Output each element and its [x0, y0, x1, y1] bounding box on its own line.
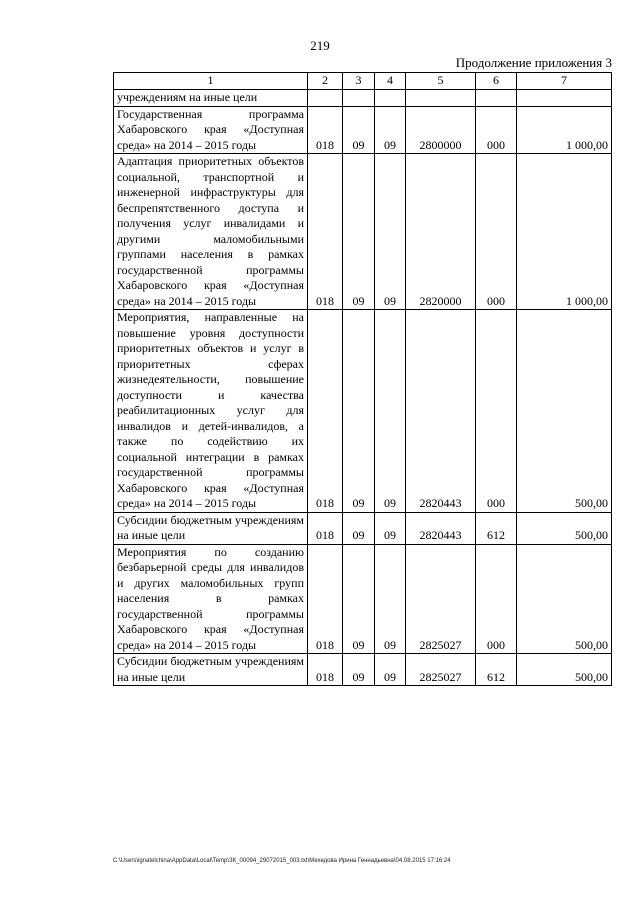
cell-col7: 500,00: [517, 654, 612, 686]
cell-col5: 2800000: [406, 106, 476, 154]
cell-col2: 018: [308, 512, 343, 544]
continuation-label: Продолжение приложения 3: [455, 55, 612, 70]
header-cell: 5: [406, 73, 476, 90]
cell-col5: 2825027: [406, 654, 476, 686]
cell-col3: [343, 90, 375, 107]
table-row: [114, 310, 612, 513]
cell-col4: 09: [375, 310, 406, 513]
cell-col6: 612: [476, 654, 517, 686]
cell-col4: 09: [375, 544, 406, 654]
cell-col6: [476, 90, 517, 107]
row-name: Адаптация приоритетных объектов социальной, транспортной и инженерной инфраструктуры для беспрепятственного доступа и получения услуг инвалидами и другими маломобильными группами населения в рамках государственной программы Хабаровского края «Доступная среда» на 2014 – 2015 годы: [114, 154, 308, 310]
cell-col3: 09: [343, 544, 375, 654]
cell-col3: 09: [343, 154, 375, 310]
cell-col5: 2820443: [406, 512, 476, 544]
table-row: [114, 544, 612, 654]
header-cell: 2: [308, 73, 343, 90]
cell-col2: 018: [308, 154, 343, 310]
cell-col2: 018: [308, 106, 343, 154]
cell-col4: 09: [375, 106, 406, 154]
table-row: [114, 654, 612, 686]
cell-col5: 2820443: [406, 310, 476, 513]
cell-col7: 500,00: [517, 544, 612, 654]
cell-col6: 000: [476, 310, 517, 513]
header-row: [114, 73, 612, 90]
cell-col2: [308, 90, 343, 107]
cell-col4: 09: [375, 154, 406, 310]
header-cell: 4: [375, 73, 406, 90]
budget-table: [113, 72, 612, 686]
row-name: учреждениям на иные цели: [114, 90, 308, 107]
header-cell: 7: [517, 73, 612, 90]
cell-col7: 500,00: [517, 512, 612, 544]
cell-col2: 018: [308, 544, 343, 654]
cell-col7: [517, 90, 612, 107]
cell-col3: 09: [343, 310, 375, 513]
cell-col7: 1 000,00: [517, 106, 612, 154]
cell-col3: 09: [343, 106, 375, 154]
header-cell: 3: [343, 73, 375, 90]
cell-col4: 09: [375, 654, 406, 686]
header-cell: 1: [114, 73, 308, 90]
cell-col4: [375, 90, 406, 107]
row-name: Мероприятия по созданию безбарьерной среды для инвалидов и других маломобильных групп населения в рамках государственной программы Хабаровского края «Доступная среда» на 2014 – 2015 годы: [114, 544, 308, 654]
row-name: Мероприятия, направленные на повышение уровня доступности приоритетных объектов и услуг в приоритетных сферах жизнедеятельности, повышение доступности и качества реабилитационных услуг для инвалидов и детей-инвалидов, а также по содействию их социальной интеграции в рамках государственной программы Хабаровского края «Доступная среда» на 2014 – 2015 годы: [114, 310, 308, 513]
table-row: [114, 90, 612, 107]
header-cell: 6: [476, 73, 517, 90]
cell-col2: 018: [308, 654, 343, 686]
cell-col6: 000: [476, 154, 517, 310]
table-row: [114, 106, 612, 154]
row-name: Субсидии бюджетным учреждениям на иные цели: [114, 654, 308, 686]
cell-col6: 612: [476, 512, 517, 544]
row-name: Государственная программа Хабаровского края «Доступная среда» на 2014 – 2015 годы: [114, 106, 308, 154]
table-row: [114, 512, 612, 544]
cell-col3: 09: [343, 654, 375, 686]
cell-col7: 1 000,00: [517, 154, 612, 310]
cell-col4: 09: [375, 512, 406, 544]
cell-col6: 000: [476, 544, 517, 654]
cell-col2: 018: [308, 310, 343, 513]
page-number: 219: [310, 38, 330, 53]
file-path-footer: C:\Users\ignatelchina\AppData\Local\Temp\ЗК_00094_29072015_003.txt\Мехедова Ирина Геннадьевна\04.08.2015 17:16:24: [113, 858, 451, 864]
cell-col6: 000: [476, 106, 517, 154]
cell-col5: 2825027: [406, 544, 476, 654]
table-row: [114, 154, 612, 310]
cell-col3: 09: [343, 512, 375, 544]
cell-col5: [406, 90, 476, 107]
cell-col7: 500,00: [517, 310, 612, 513]
cell-col5: 2820000: [406, 154, 476, 310]
row-name: Субсидии бюджетным учреждениям на иные цели: [114, 512, 308, 544]
